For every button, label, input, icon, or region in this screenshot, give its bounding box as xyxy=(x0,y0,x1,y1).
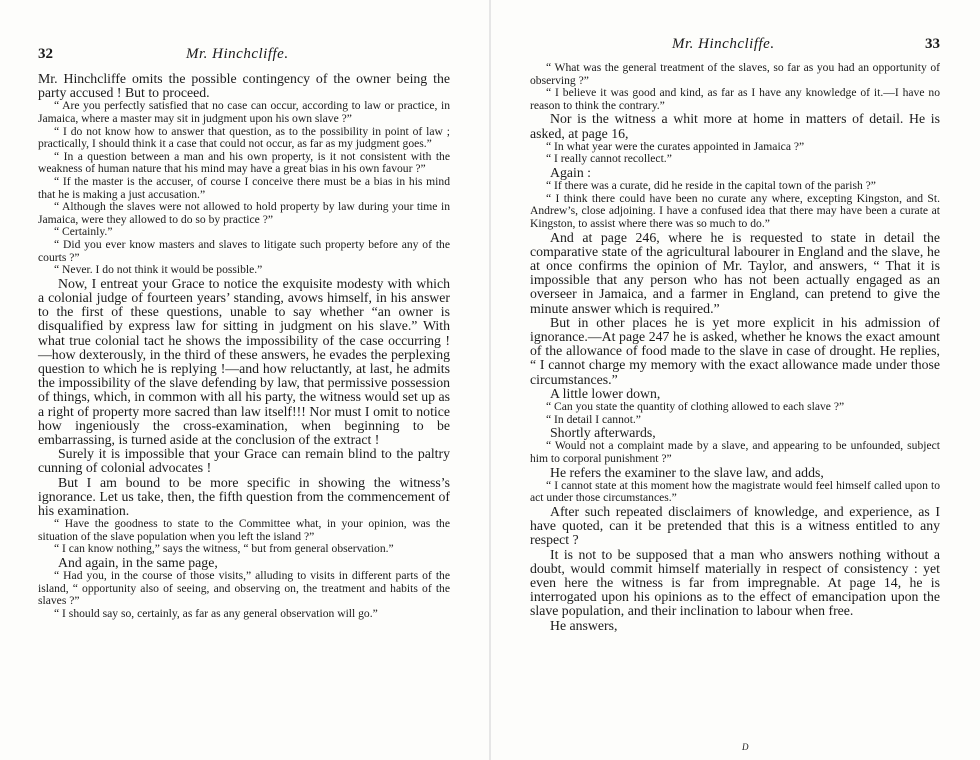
quotation-paragraph: “ If the master is the accuser, of course I conceive there must be a bias in his mind that he is making a just accusation.” xyxy=(38,174,450,201)
quotation-paragraph: “ I believe it was good and kind, as far as I have any knowledge of it.—I have no reason to think the contrary.” xyxy=(530,86,940,112)
body-paragraph: Again : xyxy=(550,164,591,180)
quotation-paragraph: “ Would not a complaint made by a slave, and appearing to be unfounded, subject him to corporal punishment ?” xyxy=(530,439,940,465)
body-paragraph: And again, in the same page, xyxy=(58,554,218,570)
left-page-body xyxy=(38,72,450,621)
quotation-paragraph: “ Although the slaves were not allowed to hold property by law during your time in Jamaica, were they allowed to do so by practice ?” xyxy=(38,200,450,226)
quotation-paragraph: “ Never. I do not think it would be possible.” xyxy=(54,263,263,277)
body-paragraph: But I am bound to be more specific in showing the witness’s ignorance. Let us take, then, the fifth question from the commencement of his examination. xyxy=(38,474,450,518)
page-number: 33 xyxy=(925,36,940,52)
right-page-body xyxy=(530,62,940,633)
body-paragraph: Surely it is impossible that your Grace can remain blind to the paltry cunning of colonial advocates ! xyxy=(38,446,450,476)
body-paragraph: Mr. Hinchcliffe omits the possible contingency of the owner being the party accused ! But to proceed. xyxy=(38,71,450,101)
quotation-paragraph: “ If there was a curate, did he reside in the capital town of the parish ?” xyxy=(546,179,876,193)
body-paragraph: But in other places he is yet more explicit in his admission of ignorance.—At page 247 he is asked, whether he knows the exact amount of the allowance of food made to the slave in case of drought. He replies, “ I cannot charge my memory with the exact allowance made under those circumstances.” xyxy=(530,314,940,387)
running-head: Mr. Hinchcliffe. xyxy=(186,46,289,62)
signature-mark: D xyxy=(742,742,749,752)
page-number: 32 xyxy=(38,46,53,62)
body-paragraph: And at page 246, where he is requested to state in detail the comparative state of the agricultural labourer in England and the slave, he at once confirms the opinion of Mr. Taylor, and answers, “ That it is impossible that any person who has not been actually engaged as an overseer in Jamaica, and a farmer in England, can pretend to give the minute answer which is required.” xyxy=(530,229,940,316)
quotation-paragraph: “ Have the goodness to state to the Committee what, in your opinion, was the situation of the slave population when you left the island ?” xyxy=(38,517,450,543)
quotation-paragraph: “ I cannot state at this moment how the magistrate would feel himself called upon to act under those circumstances.” xyxy=(530,478,940,505)
quotation-paragraph: “ Can you state the quantity of clothing allowed to each slave ?” xyxy=(546,399,845,413)
quotation-paragraph: “ I think there could have been no curate any where, excepting Kingston, and St. Andrew’s, close adjoining. I have a confused idea that there may have been a curate at Kingston, to assist where there was so much to do.” xyxy=(530,191,940,230)
body-paragraph: After such repeated disclaimers of knowledge, and experience, as I have quoted, can it be pretended that this is a witness entitled to any respect ? xyxy=(530,503,940,548)
quotation-paragraph: “ What was the general treatment of the slaves, so far as you had an opportunity of observing ?” xyxy=(530,61,940,87)
quotation-paragraph: “ In detail I cannot.” xyxy=(546,412,641,426)
body-paragraph: He refers the examiner to the slave law, and adds, xyxy=(550,464,824,480)
body-paragraph: Nor is the witness a whit more at home in matters of detail. He is asked, at page 16, xyxy=(530,111,940,141)
running-head: Mr. Hinchcliffe. xyxy=(672,36,775,52)
body-paragraph: A little lower down, xyxy=(550,385,661,401)
quotation-paragraph: “ In what year were the curates appointed in Jamaica ?” xyxy=(546,139,805,153)
body-paragraph: It is not to be supposed that a man who answers nothing without a doubt, would commit himself materially in respect of consistency : yet even here the witness is far from impregnable. At page 14, he is interrogated upon his opinions as to the effect of emancipation upon the slave population, and their inclination to labour when free. xyxy=(530,546,940,619)
body-paragraph: Now, I entreat your Grace to notice the exquisite modesty with which a colonial judge of fourteen years’ standing, avows himself, in his answer to the first of these questions, unable to say whether “an owner is disqualified by express law for sitting in judgment on his slave.” With what true colonial tact he shows the impossibility of the case occurring !—how dexterously, in the third of these answers, he evades the perplexing question to which he is replying !—and how reluctantly, at last, he admits the impossibility of the slave defending by law, that permissive possession of things, which, in common with all his party, the witness would set up as a right of property more sacred than law itself!!! Nor must I omit to notice how ingeniously the cross-examination, when beginning to be embarrassing, is turned aside at the conclusion of the extract ! xyxy=(38,275,450,447)
quotation-paragraph: “ I should say so, certainly, as far as any general observation will go.” xyxy=(54,606,378,620)
quotation-paragraph: “ Did you ever know masters and slaves to litigate such property before any of the courts ?” xyxy=(38,237,450,264)
body-paragraph: He answers, xyxy=(550,617,618,633)
quotation-paragraph: “ I do not know how to answer that question, as to the possibility in point of law ; practically, I should think it a case that could not occur, as far as my judgment goes.” xyxy=(38,124,450,151)
quotation-paragraph: “ I really cannot recollect.” xyxy=(546,152,672,166)
quotation-paragraph: “ In a question between a man and his own property, is it not consistent with the weakness of human nature that his mind may have a great bias in his own favour ?” xyxy=(38,149,450,176)
quotation-paragraph: “ Certainly.” xyxy=(54,225,113,239)
quotation-paragraph: “ Are you perfectly satisfied that no case can occur, according to law or practice, in Jamaica, where a master may sit in judgment upon his own slave ?” xyxy=(38,99,450,125)
left-page-header xyxy=(38,46,450,66)
right-page-header xyxy=(530,36,940,56)
body-paragraph: Shortly afterwards, xyxy=(550,425,656,441)
quotation-paragraph: “ I can know nothing,” says the witness, “ but from general observation.” xyxy=(54,542,394,556)
quotation-paragraph: “ Had you, in the course of those visits,” alluding to visits in different parts of the island, “ opportunity also of seeing, and observing on, the treatment and habits of the slaves ?” xyxy=(38,569,450,608)
right-page xyxy=(490,0,980,760)
